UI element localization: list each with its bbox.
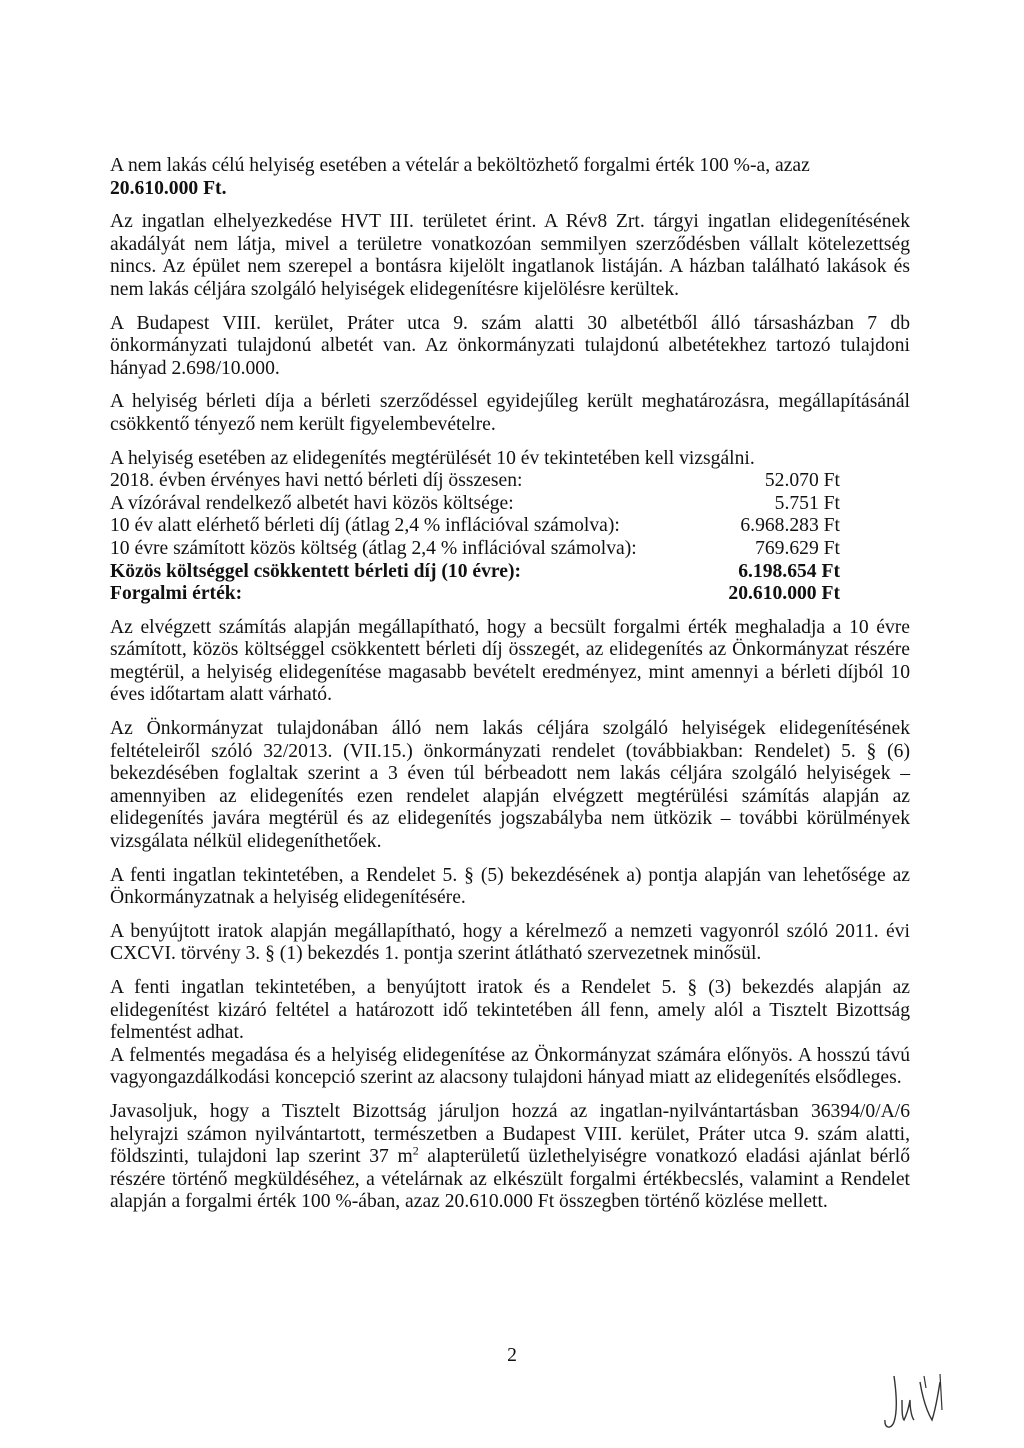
paragraph-rent: A helyiség bérleti díja a bérleti szerződéssel egyidejűleg került meghatározásra, megállapításánál csökkentő tényező nem került figyelembevételre.: [110, 391, 910, 435]
paragraph-building: A Budapest VIII. kerület, Práter utca 9. szám alatti 30 albetétből álló társasházban 7 db önkormányzati tulajdonú albetét van. Az önkormányzati tulajdonú albetétekhez tartozó tulajdoni hányad 2.698/10.000.: [110, 312, 910, 379]
financial-table: [110, 470, 840, 606]
paragraph-advantage: A felmentés megadása és a helyiség elidegenítése az Önkormányzat számára előnyös. A hosszú távú vagyongazdálkodási koncepció szerint az alacsony tulajdoni hányad miatt az elidegenítés elsődleges.: [110, 1044, 910, 1089]
paragraph-transparency: A benyújtott iratok alapján megállapítható, hogy a kérelmező a nemzeti vagyonról szóló 2011. évi CXCVI. törvény 3. § (1) bekezdés 1. pontja szerint átlátható szervezetnek minősül.: [110, 920, 910, 965]
page-number: 2: [507, 1345, 517, 1366]
paragraph-calculation-result: Az elvégzett számítás alapján megállapítható, hogy a becsült forgalmi érték meghaladja a 10 évre számított, közös költséggel csökkentett bérleti díj összegét, az elidegenítés az Önkormányzat részére megtérül, a helyiség elidegenítése magasabb bevételt eredményez, mint amennyi a bérleti díjból 10 éves időtartam alatt várható.: [110, 616, 910, 706]
table-row: [110, 470, 840, 493]
row-value: 5.751 Ft: [774, 492, 840, 514]
row-label: 10 évre számított közös költség (átlag 2,4 % inflációval számolva):: [110, 537, 637, 559]
paragraph-location: Az ingatlan elhelyezkedése HVT III. területet érint. A Rév8 Zrt. tárgyi ingatlan elidegenítésének akadályát nem látja, mivel a területre vonatkozóan semmilyen szerződésben vállalt kötelezettség nincs. Az épület nem szerepel a bontásra kijelölt ingatlanok listáján. A házban található lakások és nem lakás céljára szolgáló helyiségek elidegenítésre kijelölésre kerültek.: [110, 211, 910, 300]
row-value: 6.198.654 Ft: [738, 560, 840, 582]
table-row: [110, 583, 840, 606]
row-value: 6.968.283 Ft: [740, 515, 840, 537]
row-label: 10 év alatt elérhető bérleti díj (átlag 2,4 % inflációval számolva):: [110, 515, 620, 537]
table-row: [110, 538, 840, 561]
paragraph-proposal: [110, 1101, 910, 1214]
superscript-2: 2: [412, 1143, 419, 1158]
table-row: [110, 493, 840, 516]
proposal-text-a: Javasoljuk, hogy a Tisztelt Bizottság járuljon hozzá az ingatlan-nyilvántartásban 36394/0/A/6 helyrajzi számon nyilvántartott, természetben a Budapest VIII. kerület, Práter utca 9. szám alatti, földszinti, tulajdoni lap szerint 37 m: [110, 1100, 910, 1168]
paragraph-purchase-price: [110, 155, 910, 200]
signature-initials: [880, 1370, 960, 1435]
table-row: [110, 561, 840, 584]
row-value: 52.070 Ft: [764, 470, 840, 492]
row-label: 2018. évben érvényes havi nettó bérleti díj összesen:: [110, 470, 523, 492]
table-row: [110, 515, 840, 538]
paragraph-possibility: A fenti ingatlan tekintetében, a Rendelet 5. § (5) bekezdésének a) pontja alapján van lehetősége az Önkormányzatnak a helyiség elidegenítésére.: [110, 864, 910, 909]
paragraph-regulation: Az Önkormányzat tulajdonában álló nem lakás céljára szolgáló helyiségek elidegenítésének feltételeiről szóló 32/2013. (VII.15.) önkormányzati rendelet (továbbiakban: Rendelet) 5. § (6) bekezdésében foglaltak szerint a 3 éven túl bérbeadott nem lakás céljára szolgáló helyiségek – amennyiben az elidegenítés ezen rendelet alapján elvégzett megtérülési számítás alapján az elidegenítés javára megtérül és az elidegenítés jogszabályba nem ütközik – további körülmények vizsgálata nélkül elidegeníthetőek.: [110, 718, 910, 853]
row-label: Forgalmi érték:: [110, 583, 243, 605]
purchase-price-text: A nem lakás célú helyiség esetében a vételár a beköltözhető forgalmi érték 100 %-a, azaz: [110, 155, 810, 176]
proposal-text-b: alapterületű üzlethelyiségre vonatkozó eladási ajánlat bérlő részére történő megküldéséhez, a vételárnak az elkészült forgalmi értékbecslés, valamint a Rendelet alapján a forgalmi érték 100 %-ában, azaz 20.610.000 Ft összegben történő közlése mellett.: [110, 1146, 910, 1213]
paragraph-exemption: A fenti ingatlan tekintetében, a benyújtott iratok és a Rendelet 5. § (3) bekezdés alapján az elidegenítést kizáró feltétel a határozott idő tekintetében áll fenn, amely alól a Tisztelt Bizottság felmentést adhat.: [110, 977, 910, 1044]
row-label: Közös költséggel csökkentett bérleti díj (10 évre):: [110, 560, 522, 582]
purchase-price-amount: 20.610.000 Ft.: [110, 177, 227, 199]
row-value: 769.629 Ft: [755, 537, 840, 559]
paragraph-return-period: A helyiség esetében az elidegenítés megtérülését 10 év tekintetében kell vizsgálni.: [110, 447, 755, 469]
row-value: 20.610.000 Ft: [728, 583, 840, 605]
row-label: A vízórával rendelkező albetét havi közös költsége:: [110, 492, 514, 514]
document-page: [110, 155, 910, 1225]
